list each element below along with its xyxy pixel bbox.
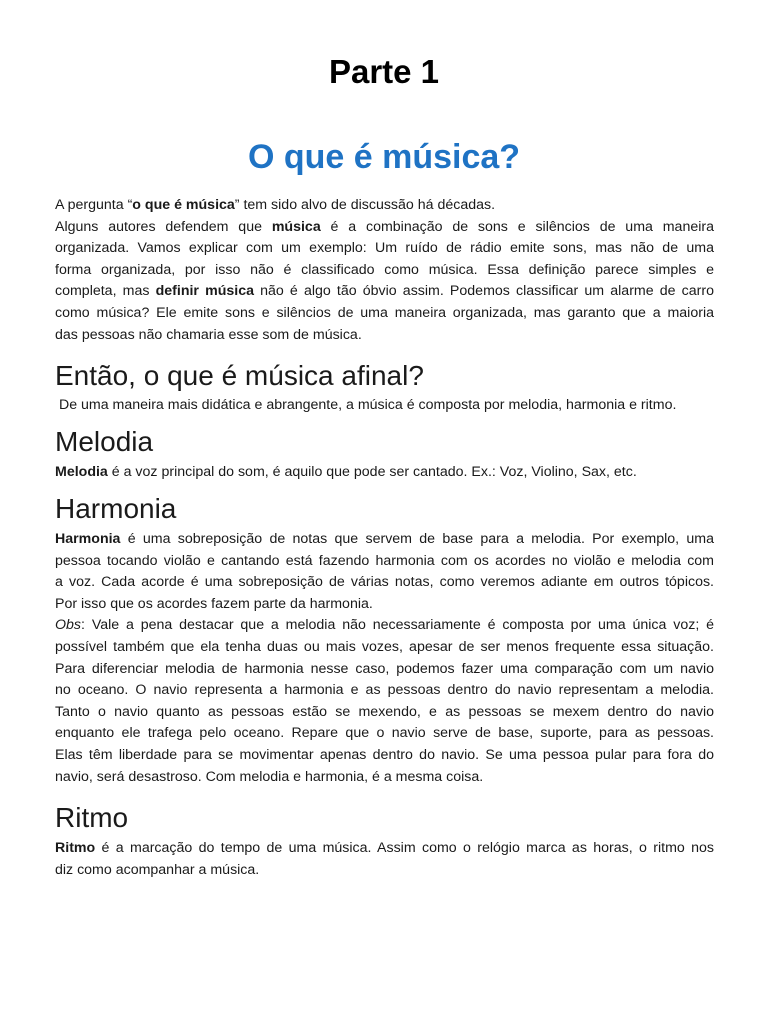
intro-line: como música? Ele emite sons e silêncios de uma maneira organizada, mas garanto que a maioria: [55, 304, 714, 321]
emphasis-text: Ritmo: [55, 840, 96, 856]
harmonia-line: pessoa tocando violão e cantando está fazendo harmonia com os acordes no violão e melodia com: [55, 552, 714, 569]
intro-line: das pessoas não chamaria esse som de música.: [55, 326, 362, 343]
section-heading-harmonia: Harmonia: [55, 493, 177, 524]
harmonia-line: no oceano. O navio representa a harmonia e as pessoas dentro do navio representam a melodia.: [55, 682, 714, 699]
intro-line: organizada. Vamos explicar com um exemplo: Um ruído de rádio emite sons, mas não de uma: [55, 240, 714, 257]
emphasis-text: música: [271, 218, 321, 235]
harmonia-line: Elas têm liberdade para se movimentar apenas dentro do navio. Se uma pessoa pular para fora do: [55, 746, 714, 763]
intro-paragraph: [55, 195, 714, 346]
emphasis-text: definir música: [155, 283, 254, 300]
harmonia-paragraph: [55, 529, 714, 788]
afinal-paragraph: [55, 395, 714, 417]
emphasis-text: o que é música: [132, 197, 235, 213]
emphasis-text: Harmonia: [55, 531, 121, 547]
intro-line: forma organizada, por isso não é classificado como música. Essa definição parece simples e: [55, 261, 714, 278]
intro-line: Alguns autores defendem que música é a combinação de sons e silêncios de uma maneira: [55, 218, 714, 235]
intro-line: completa, mas definir música não é algo tão óbvio assim. Podemos classificar um alarme de carro: [55, 283, 714, 300]
harmonia-line: Para diferenciar melodia de harmonia nesse caso, podemos fazer uma comparação com um navio: [55, 660, 714, 677]
intro-line: A pergunta “o que é música” tem sido alvo de discussão há décadas.: [55, 197, 496, 213]
ritmo-paragraph: [55, 838, 714, 881]
ritmo-line: diz como acompanhar a música.: [55, 861, 260, 878]
afinal-line: De uma maneira mais didática e abrangente, a música é composta por melodia, harmonia e ritmo.: [55, 397, 677, 413]
main-title: O que é música?: [247, 138, 521, 176]
harmonia-line: Obs: Vale a pena destacar que a melodia não necessariamente é composta por uma única voz; é: [55, 617, 714, 634]
part-title: Parte 1: [328, 53, 440, 90]
melodia-paragraph: [55, 462, 714, 484]
melodia-line: Melodia é a voz principal do som, é aquilo que pode ser cantado. Ex.: Voz, Violino, Sax, etc.: [55, 464, 637, 480]
section-heading-afinal: Então, o que é música afinal?: [55, 360, 424, 391]
harmonia-line: possível também que ela tenha duas ou mais vozes, apesar de ser menos frequente essa situação.: [55, 638, 714, 655]
harmonia-line: navio, será desastroso. Com melodia e harmonia, é a mesma coisa.: [55, 768, 484, 785]
emphasis-text: Melodia: [55, 464, 108, 480]
section-heading-ritmo: Ritmo: [55, 802, 129, 833]
harmonia-line: Por isso que os acordes fazem parte da harmonia.: [55, 595, 373, 612]
harmonia-line: enquanto ele trafega pelo oceano. Repare que o navio serve de base, suporte, para as pessoas.: [55, 725, 714, 742]
harmonia-line: Tanto o navio quanto as pessoas estão se mexendo, e as pessoas se mexem dentro do navio: [55, 703, 714, 720]
obs-label: Obs: [55, 617, 82, 634]
section-heading-melodia: Melodia: [55, 426, 154, 457]
harmonia-line: a voz. Cada acorde é uma sobreposição de várias notas, como veremos adiante em outros tópicos.: [55, 574, 714, 591]
harmonia-line: Harmonia é uma sobreposição de notas que servem de base para a melodia. Por exemplo, uma: [55, 531, 714, 547]
ritmo-line: Ritmo é a marcação do tempo de uma música. Assim como o relógio marca as horas, o ritmo nos: [55, 840, 714, 856]
